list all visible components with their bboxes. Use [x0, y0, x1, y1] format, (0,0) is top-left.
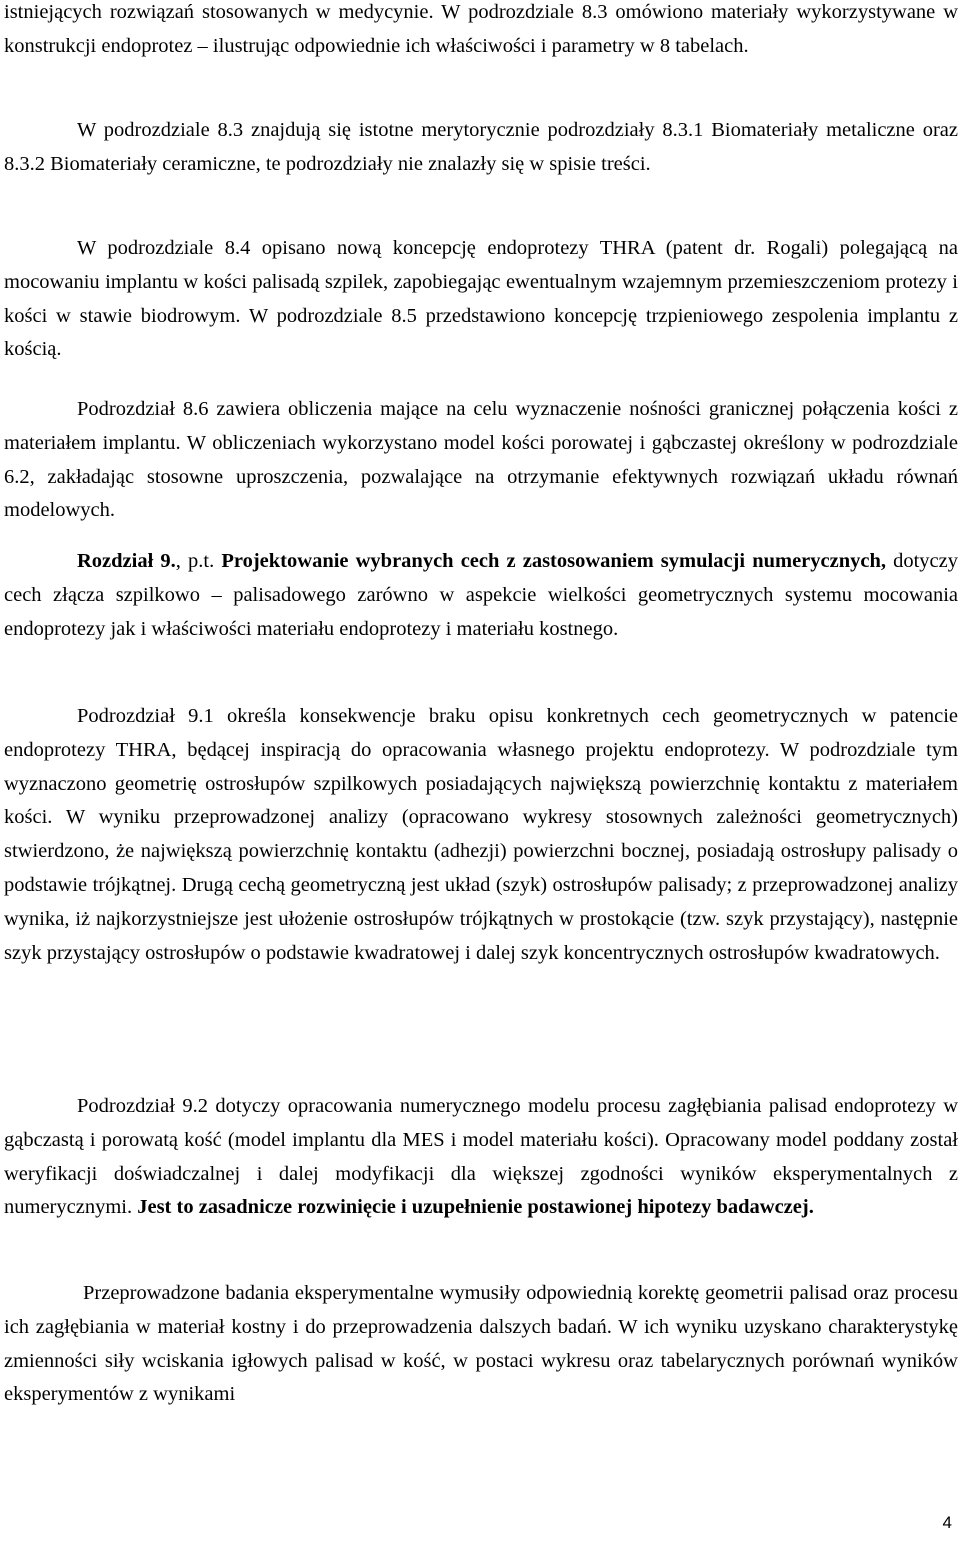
paragraph-thra-concept: W podrozdziale 8.4 opisano nową koncepcję endoprotezy THRA (patent dr. Rogali) polegającą na mocowaniu implantu w kości palisadą szpilek, zapobiegając ewentualnym wzajemnym przemieszczeniom protezy i kości w stawie biodrowym. W podrozdziale 8.5 przedstawiono koncepcję trzpieniowego zespolenia implantu z kością. — [4, 237, 958, 361]
chapter-9-description: dotyczy cech złącza szpilkowo – palisadowego zarówno w aspekcie wielkości geometrycznych systemu mocowania endoprotezy jak i właściwości materiału endoprotezy i materiału kostnego. — [4, 550, 959, 640]
subsection-9-2-text: Podrozdział 9.2 dotyczy opracowania numerycznego modelu procesu zagłębiania palisad endoprotezy w gąbczastą i porowatą kość (model implantu dla MES i model materiału kości). Opracowany model poddany został weryfikacji doświadczalnej i dalej modyfikacji dla większej zgodności wyników eksperymentalnych z numerycznymi. — [4, 1095, 958, 1219]
paragraph-subsection-9-2 — [4, 1090, 958, 1225]
paragraph-subsections-8-3: W podrozdziale 8.3 znajdują się istotne merytorycznie podrozdziały 8.3.1 Biomateriały metaliczne oraz 8.3.2 Biomateriały ceramiczne, te podrozdziały nie znalazły się w spisie treści. — [4, 119, 958, 175]
subsection-9-2-emphasis: Jest to zasadnicze rozwinięcie i uzupełnienie postawionej hipotezy badawczej. — [137, 1196, 814, 1219]
paragraph-materials-overview: istniejących rozwiązań stosowanych w medycynie. W podrozdziale 8.3 omówiono materiały wykorzystywane w konstrukcji endoprotez – ilustrując odpowiednie ich właściwości i parametry w 8 tabelach. — [4, 1, 958, 57]
paragraph-subsection-9-1: Podrozdział 9.1 określa konsekwencje braku opisu konkretnych cech geometrycznych w patencie endoprotezy THRA, będącej inspiracją do opracowania własnego projektu endoprotezy. W podrozdziale tym wyznaczono geometrię ostrosłupów szpilkowych posiadających największą powierzchnię kontaktu z materiałem kości. W wyniku przeprowadzonej analizy (opracowano wykresy stosownych zależności geometrycznych) stwierdzono, że największą powierzchnię kontaktu (adhezji) powierzchni bocznej, posiadają ostrosłupy palisady o podstawie trójkątnej. Drugą cechą geometryczną jest układ (szyk) ostrosłupów palisady; z przeprowadzonej analizy wynika, iż najkorzystniejsze jest ułożenie ostrosłupów trójkątnych w prostokącie (tzw. szyk przystający), następnie szyk przystający ostrosłupów o podstawie kwadratowej i dalej szyk koncentrycznych ostrosłupów kwadratowych. — [4, 705, 958, 964]
chapter-9-separator: , p.t. — [175, 550, 222, 572]
paragraph-subsection-8-6: Podrozdział 8.6 zawiera obliczenia mające na celu wyznaczenie nośności granicznej połączenia kości z materiałem implantu. W obliczeniach wykorzystano model kości porowatej i gąbczastej określony w podrozdziale 6.2, zakładając stosowne uproszczenia, pozwalające na otrzymanie efektywnych rozwiązań układu równań modelowych. — [4, 398, 958, 522]
page-number: 4 — [942, 1513, 952, 1532]
chapter-9-label: Rozdział 9. — [77, 550, 176, 572]
chapter-9-title: Projektowanie wybranych cech z zastosowaniem symulacji numerycznych, — [221, 550, 886, 572]
paragraph-experimental-research: Przeprowadzone badania eksperymentalne wymusiły odpowiednią korektę geometrii palisad oraz procesu ich zagłębiania w materiał kostny i do przeprowadzenia dalszych badań. W ich wyniku uzyskano charakterystykę zmienności siły wciskania igłowych palisad w kość, w postaci wykresu oraz tabelarycznych porównań wyników eksperymentów z wynikami — [4, 1282, 958, 1406]
paragraph-chapter-9 — [4, 545, 958, 646]
